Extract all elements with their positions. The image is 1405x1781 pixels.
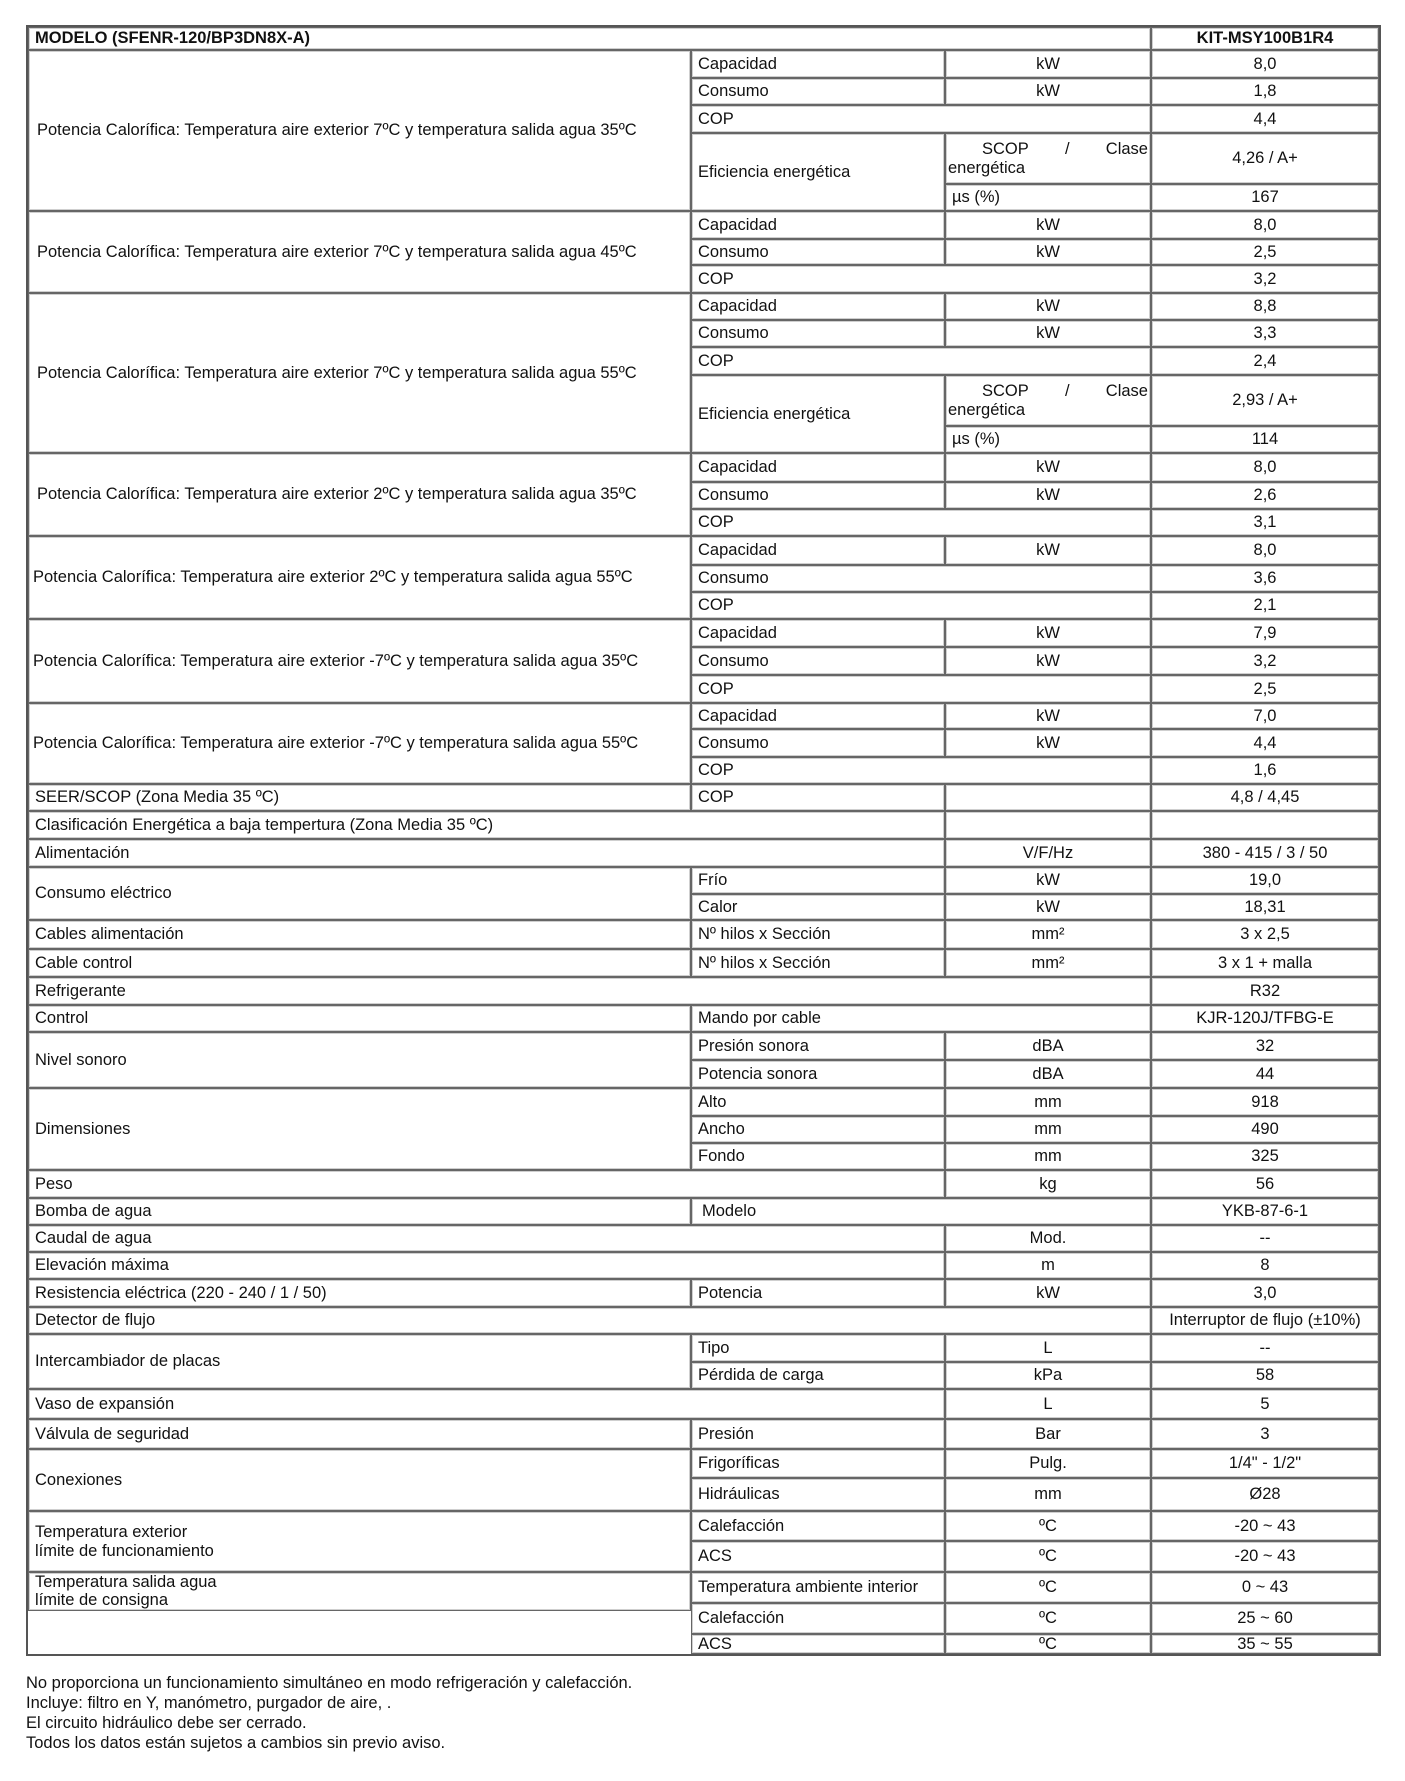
unit: ºC (945, 1541, 1151, 1572)
sub-label: Nº hilos x Sección (691, 920, 945, 949)
unit: kW (945, 647, 1151, 675)
unit: m (945, 1252, 1151, 1279)
unit: kW (945, 293, 1151, 320)
value: 3 x 1 + malla (1151, 949, 1379, 977)
elevacion-label: Elevación máxima (28, 1252, 945, 1279)
group-title: Potencia Calorífica: Temperatura aire exterior 7ºC y temperatura salida agua 35ºC (28, 50, 691, 211)
unit: mm² (945, 949, 1151, 977)
value: 8 (1151, 1252, 1379, 1279)
note-line: No proporciona un funcionamiento simultáneo en modo refrigeración y calefacción. (26, 1674, 633, 1692)
refrigerante-label: Refrigerante (28, 977, 1151, 1005)
sub-label: Hidráulicas (691, 1478, 945, 1511)
value: 5 (1151, 1389, 1379, 1419)
value: 918 (1151, 1088, 1379, 1116)
value: 2,93 / A+ (1151, 375, 1379, 426)
scop-word: SCOP (982, 382, 1029, 401)
cop-label: COP (691, 675, 1151, 703)
unit: mm² (945, 920, 1151, 949)
note-line: Incluye: filtro en Y, manómetro, purgador de aire, . (26, 1694, 392, 1712)
value: 114 (1151, 426, 1379, 453)
vaso-label: Vaso de expansión (28, 1389, 945, 1419)
empty-cell (945, 811, 1151, 839)
value: 8,0 (1151, 211, 1379, 239)
value: 3,0 (1151, 1279, 1379, 1307)
value: 8,0 (1151, 50, 1379, 78)
sub-label: Calefacción (691, 1511, 945, 1541)
unit: Pulg. (945, 1449, 1151, 1478)
value: 380 - 415 / 3 / 50 (1151, 839, 1379, 867)
unit: kW (945, 78, 1151, 105)
control-label: Control (28, 1005, 691, 1032)
unit: kW (945, 1279, 1151, 1307)
unit: kW (945, 320, 1151, 347)
empty-cell (1151, 811, 1379, 839)
value: 4,4 (1151, 105, 1379, 133)
capacidad-label: Capacidad (691, 453, 945, 482)
value: -20 ~ 43 (1151, 1511, 1379, 1541)
intercambiador-label: Intercambiador de placas (28, 1334, 691, 1389)
mu-label: µs (%) (945, 426, 1151, 453)
value: KJR-120J/TFBG-E (1151, 1005, 1379, 1032)
group-title: Potencia Calorífica: Temperatura aire exterior -7ºC y temperatura salida agua 55ºC (28, 703, 691, 784)
unit: dBA (945, 1060, 1151, 1088)
value: 1,8 (1151, 78, 1379, 105)
unit: ºC (945, 1603, 1151, 1634)
temperatura-salida-label (28, 1572, 691, 1611)
footnotes (26, 1673, 1326, 1753)
unit: kW (945, 729, 1151, 757)
value: -- (1151, 1225, 1379, 1252)
group-title: Potencia Calorífica: Temperatura aire exterior 7ºC y temperatura salida agua 55ºC (28, 293, 691, 453)
consumo-electrico-label: Consumo eléctrico (28, 867, 691, 920)
sub-label: Presión (691, 1419, 945, 1449)
value: R32 (1151, 977, 1379, 1005)
value: 8,0 (1151, 536, 1379, 565)
consumo-label: Consumo (691, 78, 945, 105)
nivel-sonoro-label: Nivel sonoro (28, 1032, 691, 1088)
unit: mm (945, 1478, 1151, 1511)
capacidad-label: Capacidad (691, 619, 945, 647)
scop-word: / (1064, 382, 1070, 401)
label-line-2: límite de consigna (35, 1591, 168, 1610)
unit: kW (945, 536, 1151, 565)
value: 3 (1151, 1419, 1379, 1449)
group-title: Potencia Calorífica: Temperatura aire exterior 2ºC y temperatura salida agua 35ºC (28, 453, 691, 536)
unit: kW (945, 703, 1151, 729)
eficiencia-label: Eficiencia energética (691, 375, 945, 453)
eficiencia-label: Eficiencia energética (691, 133, 945, 211)
value: 4,4 (1151, 729, 1379, 757)
value: 167 (1151, 184, 1379, 211)
value: 2,1 (1151, 592, 1379, 619)
value: 1,6 (1151, 757, 1379, 784)
sub-label: ACS (691, 1634, 945, 1654)
cop-label: COP (691, 105, 1151, 133)
sub-label: Ancho (691, 1116, 945, 1143)
unit: kW (945, 50, 1151, 78)
value: 4,8 / 4,45 (1151, 784, 1379, 811)
unit: kW (945, 894, 1151, 920)
unit: mm (945, 1116, 1151, 1143)
unit: mm (945, 1088, 1151, 1116)
value: 0 ~ 43 (1151, 1572, 1379, 1603)
value: 490 (1151, 1116, 1379, 1143)
valvula-label: Válvula de seguridad (28, 1419, 691, 1449)
sub-label: Calor (691, 894, 945, 920)
scop-word: SCOP (982, 140, 1029, 159)
consumo-label: Consumo (691, 647, 945, 675)
unit: kW (945, 453, 1151, 482)
unit: kW (945, 867, 1151, 894)
note-line: El circuito hidráulico debe ser cerrado. (26, 1714, 307, 1732)
sub-label: Fondo (691, 1143, 945, 1170)
unit: kPa (945, 1362, 1151, 1389)
note-line: Todos los datos están sujetos a cambios sin previo aviso. (26, 1734, 446, 1752)
seer-label: SEER/SCOP (Zona Media 35 ºC) (28, 784, 691, 811)
unit: kg (945, 1170, 1151, 1198)
value: -- (1151, 1334, 1379, 1362)
scop-word: energética (948, 158, 1026, 177)
group-title: Potencia Calorífica: Temperatura aire exterior -7ºC y temperatura salida agua 35ºC (28, 619, 691, 703)
value: 8,8 (1151, 293, 1379, 320)
capacidad-label: Capacidad (691, 536, 945, 565)
value: 2,5 (1151, 675, 1379, 703)
value: 3,3 (1151, 320, 1379, 347)
unit: ºC (945, 1634, 1151, 1654)
sub-label: Mando por cable (691, 1005, 1151, 1032)
caudal-label: Caudal de agua (28, 1225, 945, 1252)
value: 3 x 2,5 (1151, 920, 1379, 949)
empty-cell (945, 784, 1151, 811)
group-title: Potencia Calorífica: Temperatura aire exterior 2ºC y temperatura salida agua 55ºC (28, 536, 691, 619)
consumo-label: Consumo (691, 320, 945, 347)
unit: kW (945, 619, 1151, 647)
unit: ºC (945, 1572, 1151, 1603)
bomba-label: Bomba de agua (28, 1198, 691, 1225)
group-title: Potencia Calorífica: Temperatura aire exterior 7ºC y temperatura salida agua 45ºC (28, 211, 691, 293)
capacidad-label: Capacidad (691, 703, 945, 729)
value: 3,2 (1151, 265, 1379, 293)
seer-sub: COP (691, 784, 945, 811)
unit: Bar (945, 1419, 1151, 1449)
unit: kW (945, 482, 1151, 509)
value: 44 (1151, 1060, 1379, 1088)
value: 2,4 (1151, 347, 1379, 375)
value: 32 (1151, 1032, 1379, 1060)
value: 2,6 (1151, 482, 1379, 509)
resistencia-label: Resistencia eléctrica (220 - 240 / 1 / 50) (28, 1279, 691, 1307)
unit: V/F/Hz (945, 839, 1151, 867)
mu-label: µs (%) (945, 184, 1151, 211)
sub-label: ACS (691, 1541, 945, 1572)
scop-class-label (945, 375, 1151, 426)
cable-control-label: Cable control (28, 949, 691, 977)
model-label: MODELO (SFENR-120/BP3DN8X-A) (28, 27, 1151, 50)
spec-table (26, 25, 1381, 1656)
scop-word: Clase (1105, 382, 1148, 401)
cop-label: COP (691, 265, 1151, 293)
scop-class-label (945, 133, 1151, 184)
value: 2,5 (1151, 239, 1379, 265)
label-line-1: Temperatura exterior (35, 1523, 188, 1542)
consumo-label: Consumo (691, 482, 945, 509)
value: 7,0 (1151, 703, 1379, 729)
unit: Mod. (945, 1225, 1151, 1252)
cop-label: COP (691, 509, 1151, 536)
consumo-label: Consumo (691, 239, 945, 265)
unit: L (945, 1334, 1151, 1362)
value: 58 (1151, 1362, 1379, 1389)
unit: L (945, 1389, 1151, 1419)
sub-label: Potencia sonora (691, 1060, 945, 1088)
capacidad-label: Capacidad (691, 50, 945, 78)
sub-label: Temperatura ambiente interior (691, 1572, 945, 1603)
label-line-1: Temperatura salida agua (35, 1573, 217, 1591)
unit: kW (945, 211, 1151, 239)
unit: kW (945, 239, 1151, 265)
value: -20 ~ 43 (1151, 1541, 1379, 1572)
dimensiones-label: Dimensiones (28, 1088, 691, 1170)
value: 3,2 (1151, 647, 1379, 675)
detector-label: Detector de flujo (28, 1307, 1151, 1334)
sub-label: Alto (691, 1088, 945, 1116)
sub-label: Tipo (691, 1334, 945, 1362)
unit: mm (945, 1143, 1151, 1170)
value: YKB-87-6-1 (1151, 1198, 1379, 1225)
consumo-label: Consumo (691, 729, 945, 757)
value: Ø28 (1151, 1478, 1379, 1511)
alimentacion-label: Alimentación (28, 839, 945, 867)
sub-label: Modelo (691, 1198, 1151, 1225)
sub-label: Calefacción (691, 1603, 945, 1634)
cop-label: COP (691, 592, 1151, 619)
sub-label: Frío (691, 867, 945, 894)
value: 3,1 (1151, 509, 1379, 536)
sub-label: Potencia (691, 1279, 945, 1307)
value: 7,9 (1151, 619, 1379, 647)
value: 325 (1151, 1143, 1379, 1170)
temperatura-exterior-label (28, 1511, 691, 1572)
peso-label: Peso (28, 1170, 945, 1198)
value: 18,31 (1151, 894, 1379, 920)
value: 3,6 (1151, 565, 1379, 592)
unit: dBA (945, 1032, 1151, 1060)
scop-word: / (1064, 140, 1070, 159)
value: 4,26 / A+ (1151, 133, 1379, 184)
clasificacion-label: Clasificación Energética a baja tempertura (Zona Media 35 ºC) (28, 811, 945, 839)
capacidad-label: Capacidad (691, 293, 945, 320)
sub-label: Presión sonora (691, 1032, 945, 1060)
capacidad-label: Capacidad (691, 211, 945, 239)
cop-label: COP (691, 757, 1151, 784)
value: Interruptor de flujo (±10%) (1151, 1307, 1379, 1334)
value: 1/4" - 1/2" (1151, 1449, 1379, 1478)
consumo-label: Consumo (691, 565, 1151, 592)
value: 25 ~ 60 (1151, 1603, 1379, 1634)
value: 19,0 (1151, 867, 1379, 894)
sub-label: Nº hilos x Sección (691, 949, 945, 977)
scop-word: energética (948, 400, 1026, 419)
value: 8,0 (1151, 453, 1379, 482)
cables-label: Cables alimentación (28, 920, 691, 949)
label-line-2: límite de funcionamiento (35, 1541, 214, 1560)
value: 35 ~ 55 (1151, 1634, 1379, 1654)
sub-label: Pérdida de carga (691, 1362, 945, 1389)
unit: ºC (945, 1511, 1151, 1541)
cop-label: COP (691, 347, 1151, 375)
value: 56 (1151, 1170, 1379, 1198)
conexiones-label: Conexiones (28, 1449, 691, 1511)
sub-label: Frigoríficas (691, 1449, 945, 1478)
scop-word: Clase (1105, 140, 1148, 159)
model-value: KIT-MSY100B1R4 (1151, 27, 1379, 50)
